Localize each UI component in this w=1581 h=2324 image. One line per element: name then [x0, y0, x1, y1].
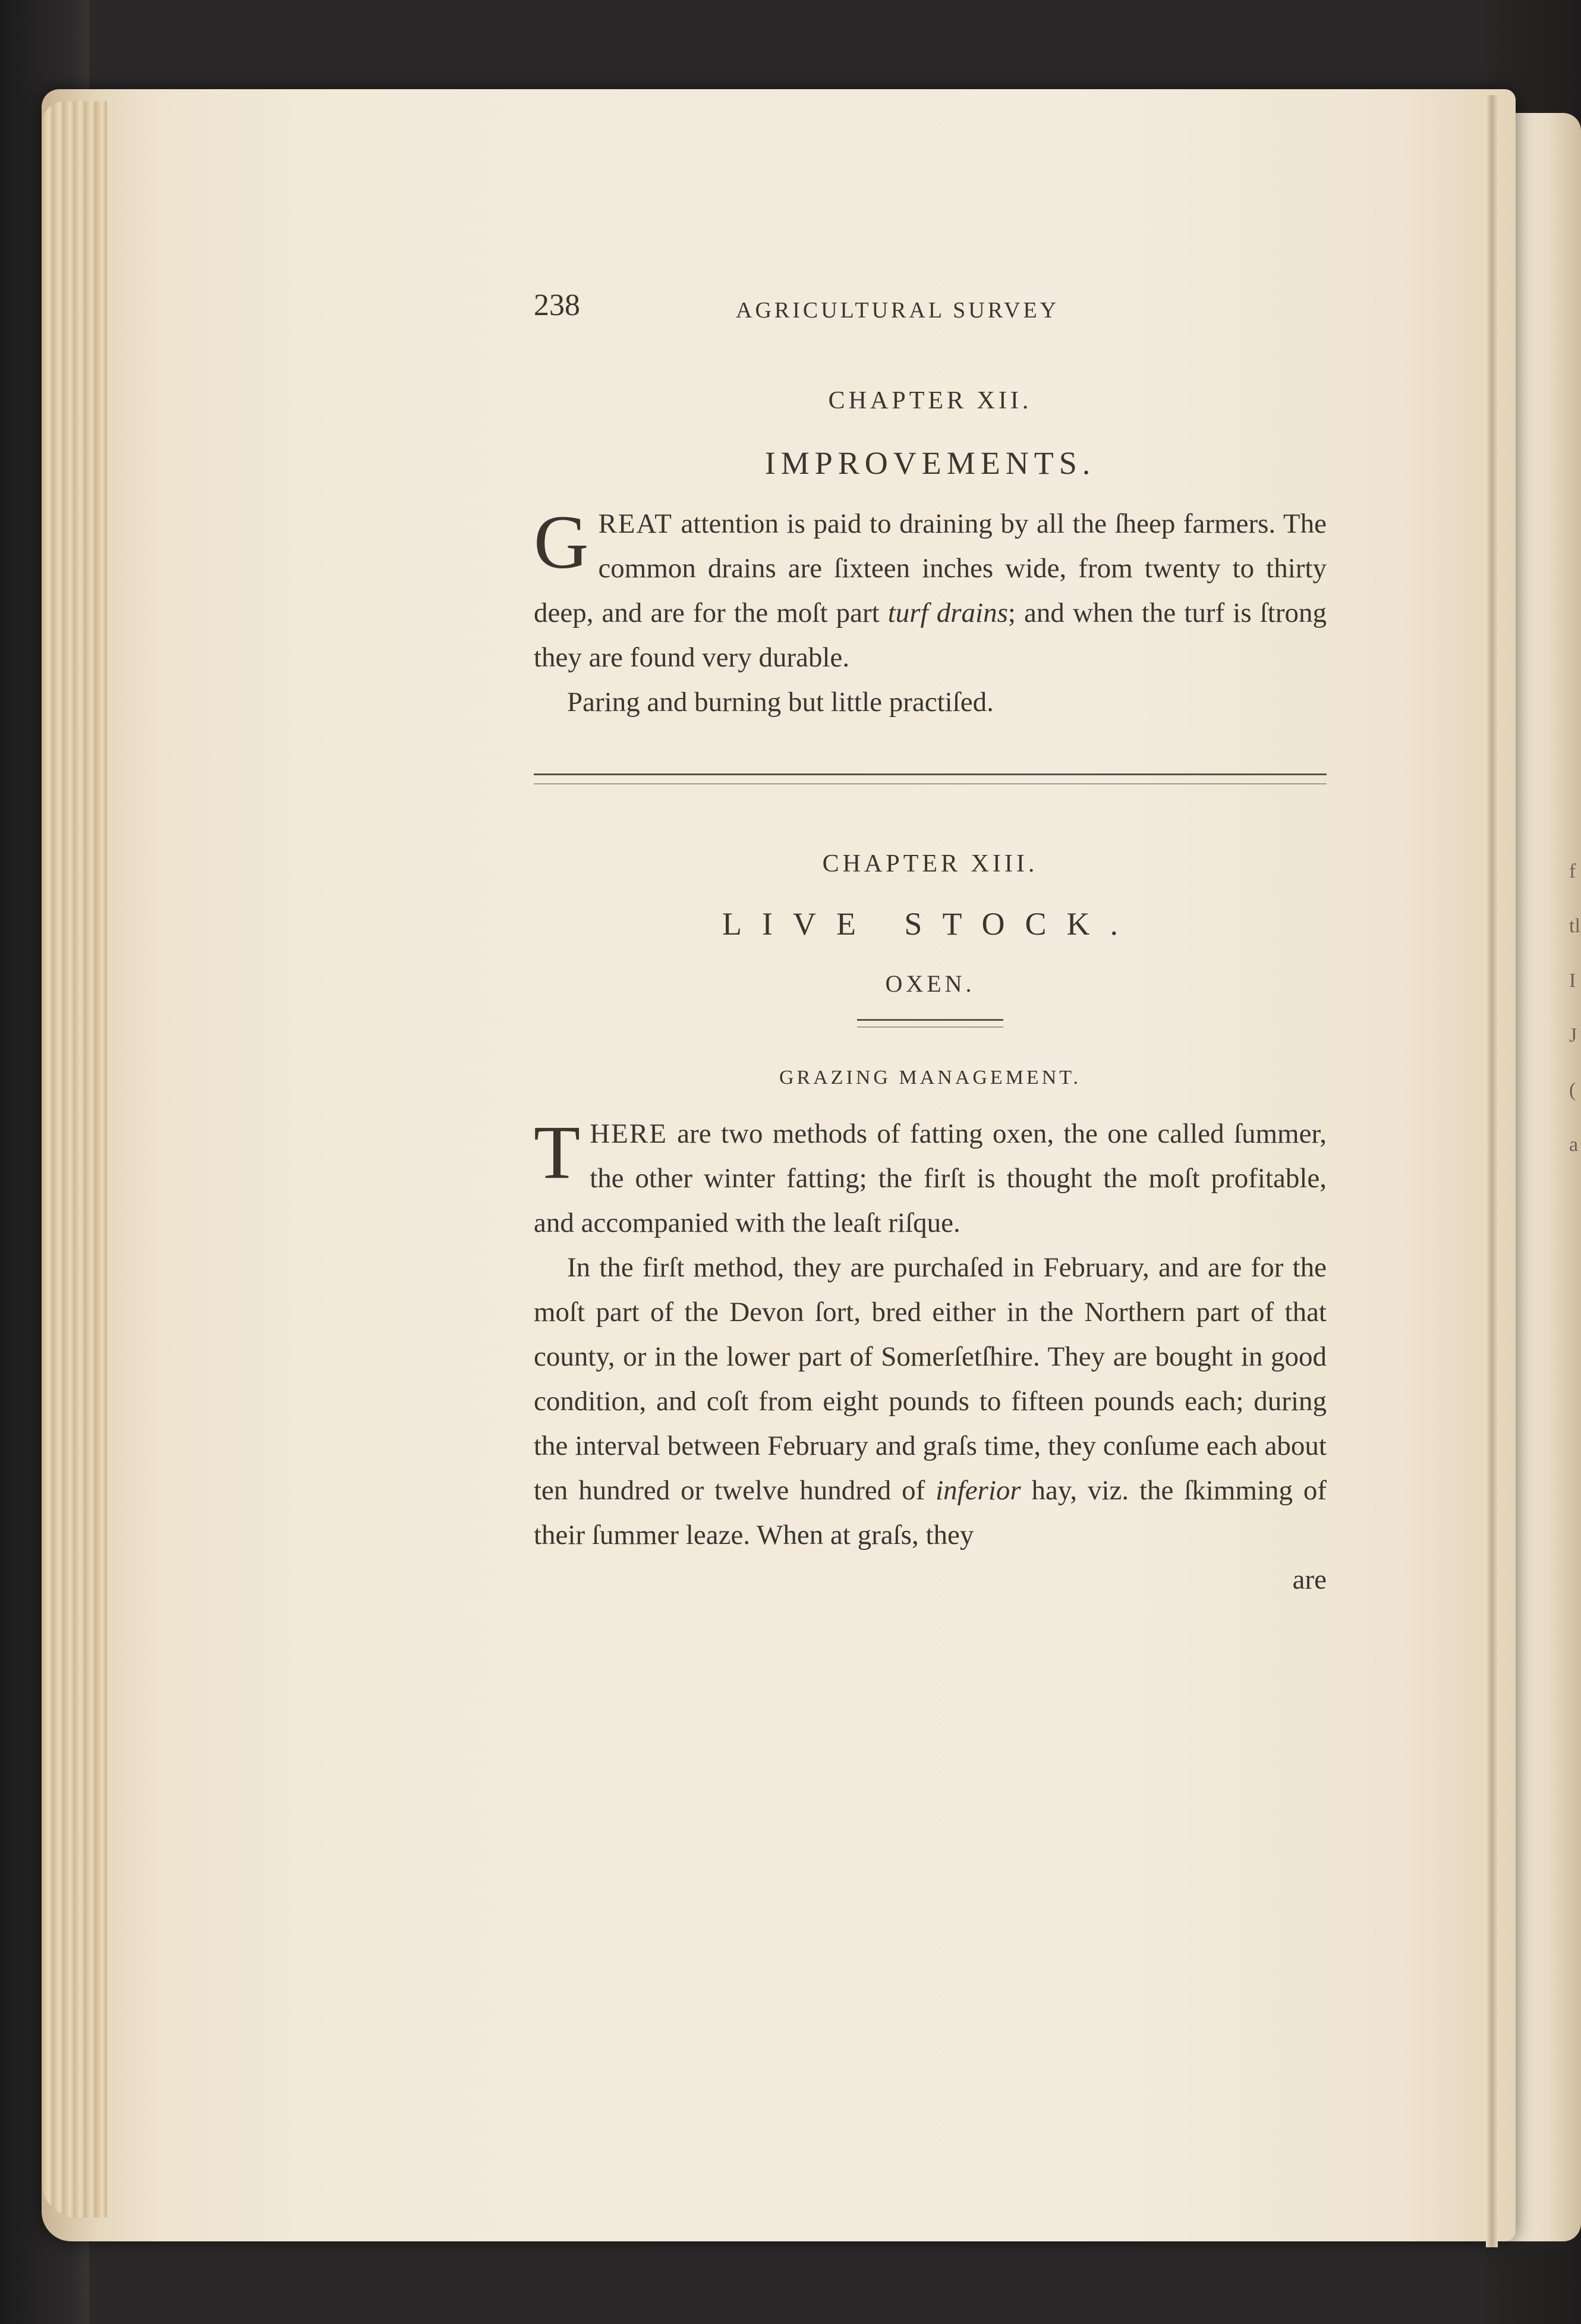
facing-fragment: tl — [1569, 915, 1580, 937]
facing-fragment: f — [1569, 860, 1576, 882]
drop-cap-g: G — [534, 500, 589, 584]
running-head — [534, 273, 1327, 321]
chapter-13-title: LIVE STOCK. — [722, 906, 1138, 942]
facing-fragment: I — [1569, 970, 1576, 992]
paragraph-text: attention is paid to draining by all the ſheep farmers. The common drains are ſixteen inches wide, from twenty to thirty deep, and are for the moſt part — [534, 508, 1327, 628]
paragraph-text: ; and when the turf is ſtrong they are found very durable. — [534, 597, 1327, 673]
chapter-12-paragraph-1 — [534, 502, 1327, 680]
lead-word: HERE — [590, 1118, 667, 1149]
facing-page-fragments — [1569, 844, 1581, 1260]
drop-cap-t: T — [534, 1110, 581, 1194]
paragraph-text: are two methods of fatting oxen, the one called ſummer, the other winter fatting; the firſt is thought the moſt profitable, and accompanied with the leaſt riſque. — [534, 1118, 1327, 1238]
facing-fragment: a — [1569, 1134, 1579, 1156]
catchword: are — [1292, 1564, 1327, 1595]
chapter-divider-rule — [534, 773, 1327, 784]
italic-phrase: turf drains — [887, 597, 1008, 628]
paragraph-text: hay, viz. the ſkimming of their ſummer leaze. When at graſs, they — [534, 1475, 1327, 1551]
page-text-block — [534, 273, 1327, 1602]
chapter-12-paragraph-2: Paring and burning but little practiſed. — [567, 687, 994, 718]
facing-fragment: ( — [1569, 1079, 1576, 1101]
section-heading: GRAZING MANAGEMENT. — [779, 1067, 1081, 1089]
running-head-title: AGRICULTURAL SURVEY — [736, 298, 1060, 323]
page-number: 238 — [534, 288, 580, 322]
chapter-13-paragraph-2 — [534, 1246, 1327, 1558]
chapter-13-paragraph-1 — [534, 1112, 1327, 1246]
lead-word: REAT — [598, 508, 673, 539]
chapter-13-label: CHAPTER XIII. — [822, 850, 1038, 878]
chapter-13-subtitle: OXEN. — [885, 970, 975, 997]
chapter-12-label: CHAPTER XII. — [828, 387, 1032, 414]
facing-fragment: J — [1569, 1024, 1577, 1046]
subtitle-rule — [857, 1019, 1003, 1027]
chapter-12-title: IMPROVEMENTS. — [764, 445, 1096, 481]
book-gutter — [1486, 95, 1498, 2247]
italic-word: inferior — [936, 1475, 1021, 1506]
page-stack-left-edge — [42, 101, 107, 2218]
paragraph-text: In the firſt method, they are purchaſed in February, and are for the moſt part of the Devon ſort, bred either in the Northern part of that county, or in the lower part of Somerſetſhire. They are bought in good condition, and coſt from eight pounds to fifteen pounds each; during the interval between February and graſs time, they conſume each about ten hundred or twelve hundred of — [534, 1252, 1327, 1506]
